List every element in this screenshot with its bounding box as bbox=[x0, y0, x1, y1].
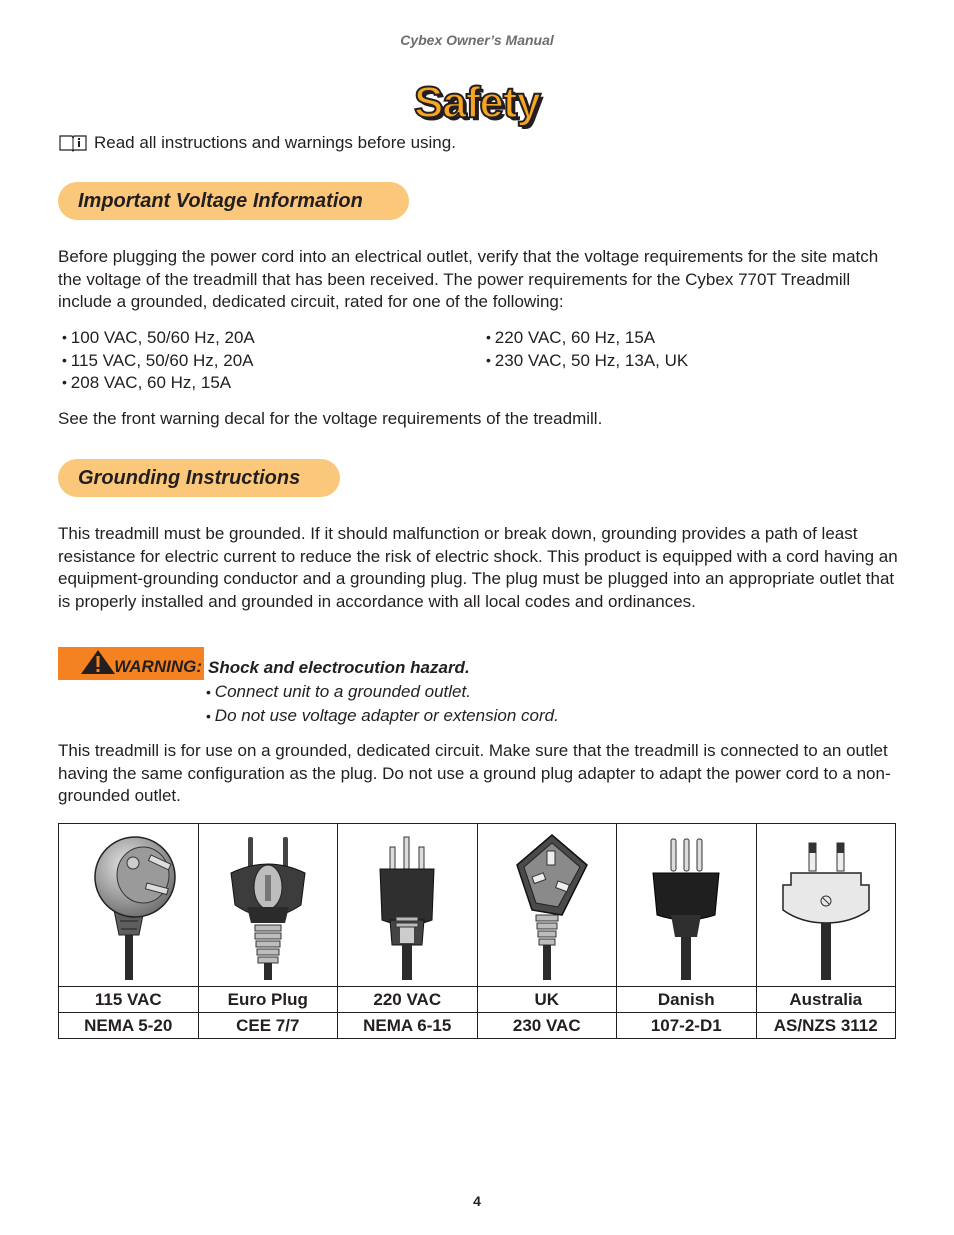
list-item: • 100 VAC, 50/60 Hz, 20A bbox=[62, 327, 255, 350]
plug-standard-cell: NEMA 5-20 bbox=[59, 1013, 199, 1039]
plug-name-cell: UK bbox=[477, 987, 617, 1013]
euro-plug-icon bbox=[213, 825, 323, 980]
danish-plug-icon bbox=[631, 825, 741, 980]
list-item: • 220 VAC, 60 Hz, 15A bbox=[486, 327, 688, 350]
plug-cell bbox=[477, 824, 617, 987]
manual-book-icon bbox=[58, 134, 88, 152]
plug-name-cell: Australia bbox=[756, 987, 896, 1013]
list-item: • 115 VAC, 50/60 Hz, 20A bbox=[62, 350, 255, 373]
read-note bbox=[58, 133, 456, 153]
warning-headline: Shock and electrocution hazard. bbox=[208, 658, 470, 677]
voltage-list-right bbox=[486, 327, 688, 372]
plug-cell bbox=[59, 824, 199, 987]
page-title: Safety bbox=[413, 78, 541, 127]
voltage-section-heading: Important Voltage Information bbox=[58, 182, 409, 220]
uk-plug-icon bbox=[492, 825, 602, 980]
warning-list bbox=[206, 680, 559, 728]
list-item: • Connect unit to a grounded outlet. bbox=[206, 680, 559, 704]
nema-6-15-plug-icon bbox=[352, 825, 462, 980]
nema-5-20-plug-icon bbox=[73, 825, 183, 980]
plug-cell bbox=[338, 824, 478, 987]
grounding-closing: This treadmill is for use on a grounded, dedicated circuit. Make sure that the treadmill is connected to an outlet having the same configuration as the plug. Do not use a ground plug adapter to adapt the power cord to a non-grounded outlet. bbox=[58, 741, 891, 805]
warning-triangle-icon bbox=[80, 649, 116, 675]
voltage-list-left bbox=[62, 327, 255, 395]
plug-standard-cell: CEE 7/7 bbox=[198, 1013, 338, 1039]
list-item: • 230 VAC, 50 Hz, 13A, UK bbox=[486, 350, 688, 373]
warning-label: WARNING: bbox=[114, 657, 202, 676]
plug-name-cell: Danish bbox=[617, 987, 757, 1013]
grounding-section-heading: Grounding Instructions bbox=[58, 459, 340, 497]
plug-name-cell: Euro Plug bbox=[198, 987, 338, 1013]
page-number: 4 bbox=[473, 1193, 481, 1209]
voltage-footer: See the front warning decal for the voltage requirements of the treadmill. bbox=[58, 409, 603, 428]
plug-name-cell: 220 VAC bbox=[338, 987, 478, 1013]
grounding-body: This treadmill must be grounded. If it should malfunction or break down, grounding provides a path of least resistance for electric current to reduce the risk of electric shock. This product is equipped with a cord having an equipment-grounding conductor and a grounding plug. The plug must be plugged into an appropriate outlet that is properly installed and grounded in accordance with all local codes and ordinances. bbox=[58, 524, 898, 611]
manual-header: Cybex Owner’s Manual bbox=[400, 32, 554, 48]
plug-standard-cell: 107-2-D1 bbox=[617, 1013, 757, 1039]
australia-plug-icon bbox=[771, 825, 881, 980]
list-item: • 208 VAC, 60 Hz, 15A bbox=[62, 372, 255, 395]
plug-standard-cell: NEMA 6-15 bbox=[338, 1013, 478, 1039]
plug-cell bbox=[198, 824, 338, 987]
plug-table bbox=[58, 823, 896, 1039]
list-item: • Do not use voltage adapter or extension cord. bbox=[206, 704, 559, 728]
plug-cell bbox=[617, 824, 757, 987]
plug-name-cell: 115 VAC bbox=[59, 987, 199, 1013]
plug-standard-cell: AS/NZS 3112 bbox=[756, 1013, 896, 1039]
warning-block bbox=[58, 647, 470, 680]
plug-cell bbox=[756, 824, 896, 987]
read-note-text: Read all instructions and warnings before using. bbox=[94, 133, 456, 152]
plug-standard-cell: 230 VAC bbox=[477, 1013, 617, 1039]
warning-badge bbox=[58, 647, 204, 680]
voltage-intro: Before plugging the power cord into an electrical outlet, verify that the voltage requirements for the site match the voltage of the treadmill that has been received. The power requirements for the Cybex 770T Treadmill include a grounded, dedicated circuit, rated for one of the following: bbox=[58, 247, 879, 311]
